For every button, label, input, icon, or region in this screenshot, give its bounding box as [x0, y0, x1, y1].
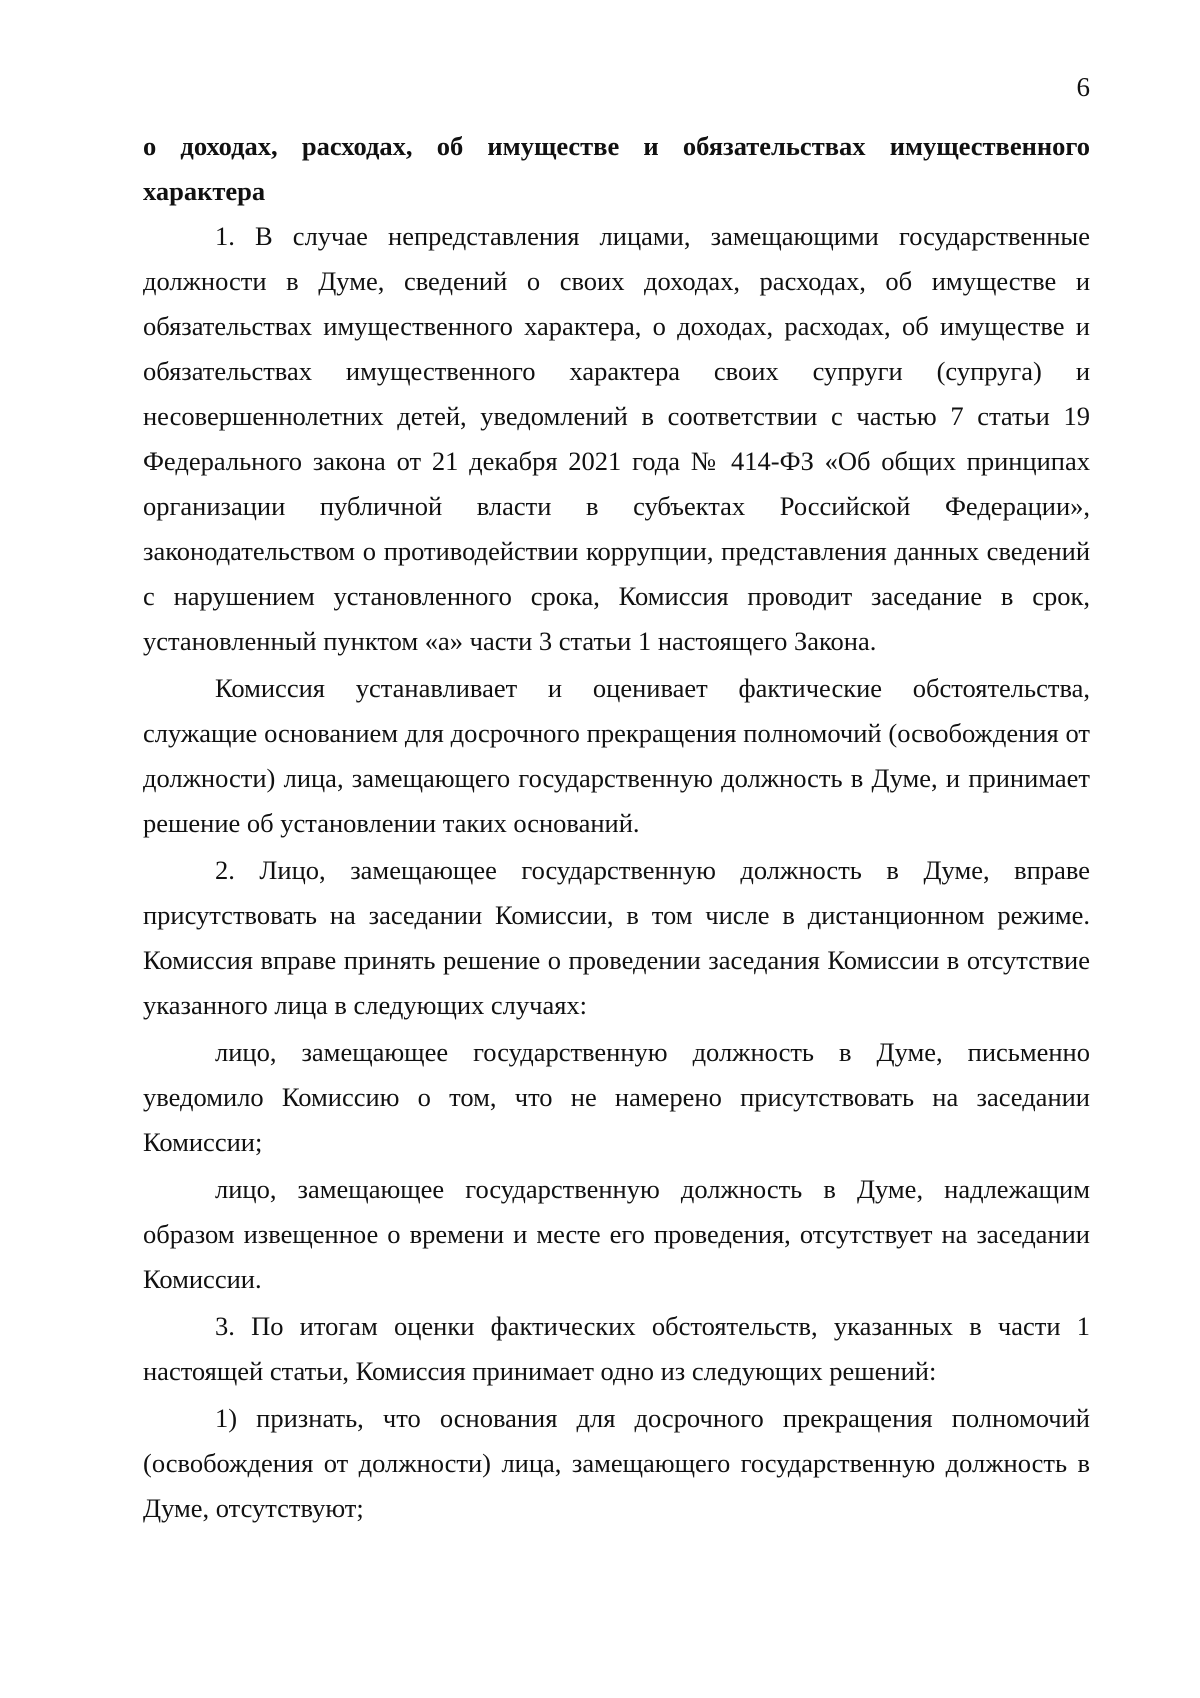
section-heading: о доходах, расходах, об имуществе и обязательствах имущественного характера — [143, 131, 1090, 206]
paragraph-2: Комиссия устанавливает и оценивает фактические обстоятельства, служащие основанием для досрочного прекращения полномочий (освобождения от должности) лица, замещающего государственную должность в Думе, и принимает решение об установлении таких оснований. — [143, 673, 1090, 838]
page-number: 6 — [1076, 72, 1090, 102]
document-body — [143, 124, 1090, 1533]
paragraph-3: 2. Лицо, замещающее государственную должность в Думе, вправе присутствовать на заседании Комиссии, в том числе в дистанционном режиме. Комиссия вправе принять решение о проведении заседания Комиссии в отсутствие указанного лица в следующих случаях: — [143, 855, 1090, 1020]
paragraph-7: 1) признать, что основания для досрочного прекращения полномочий (освобождения от должности) лица, замещающего государственную должность в Думе, отсутствуют; — [143, 1403, 1090, 1523]
paragraph-1: 1. В случае непредставления лицами, замещающими государственные должности в Думе, сведений о своих доходах, расходах, об имуществе и обязательствах имущественного характера, о доходах, расходах, об имуществе и обязательствах имущественного характера своих супруги (супруга) и несовершеннолетних детей, уведомлений в соответствии с частью 7 статьи 19 Федерального закона от 21 декабря 2021 года № 414-ФЗ «Об общих принципах организации публичной власти в субъектах Российской Федерации», законодательством о противодействии коррупции, представления данных сведений с нарушением установленного срока, Комиссия проводит заседание в срок, установленный пунктом «а» части 3 статьи 1 настоящего Закона. — [143, 221, 1090, 656]
paragraph-6: 3. По итогам оценки фактических обстоятельств, указанных в части 1 настоящей статьи, Комиссия принимает одно из следующих решений: — [143, 1311, 1090, 1386]
paragraph-5: лицо, замещающее государственную должность в Думе, надлежащим образом извещенное о времени и месте его проведения, отсутствует на заседании Комиссии. — [143, 1174, 1090, 1294]
paragraph-4: лицо, замещающее государственную должность в Думе, письменно уведомило Комиссию о том, что не намерено присутствовать на заседании Комиссии; — [143, 1037, 1090, 1157]
